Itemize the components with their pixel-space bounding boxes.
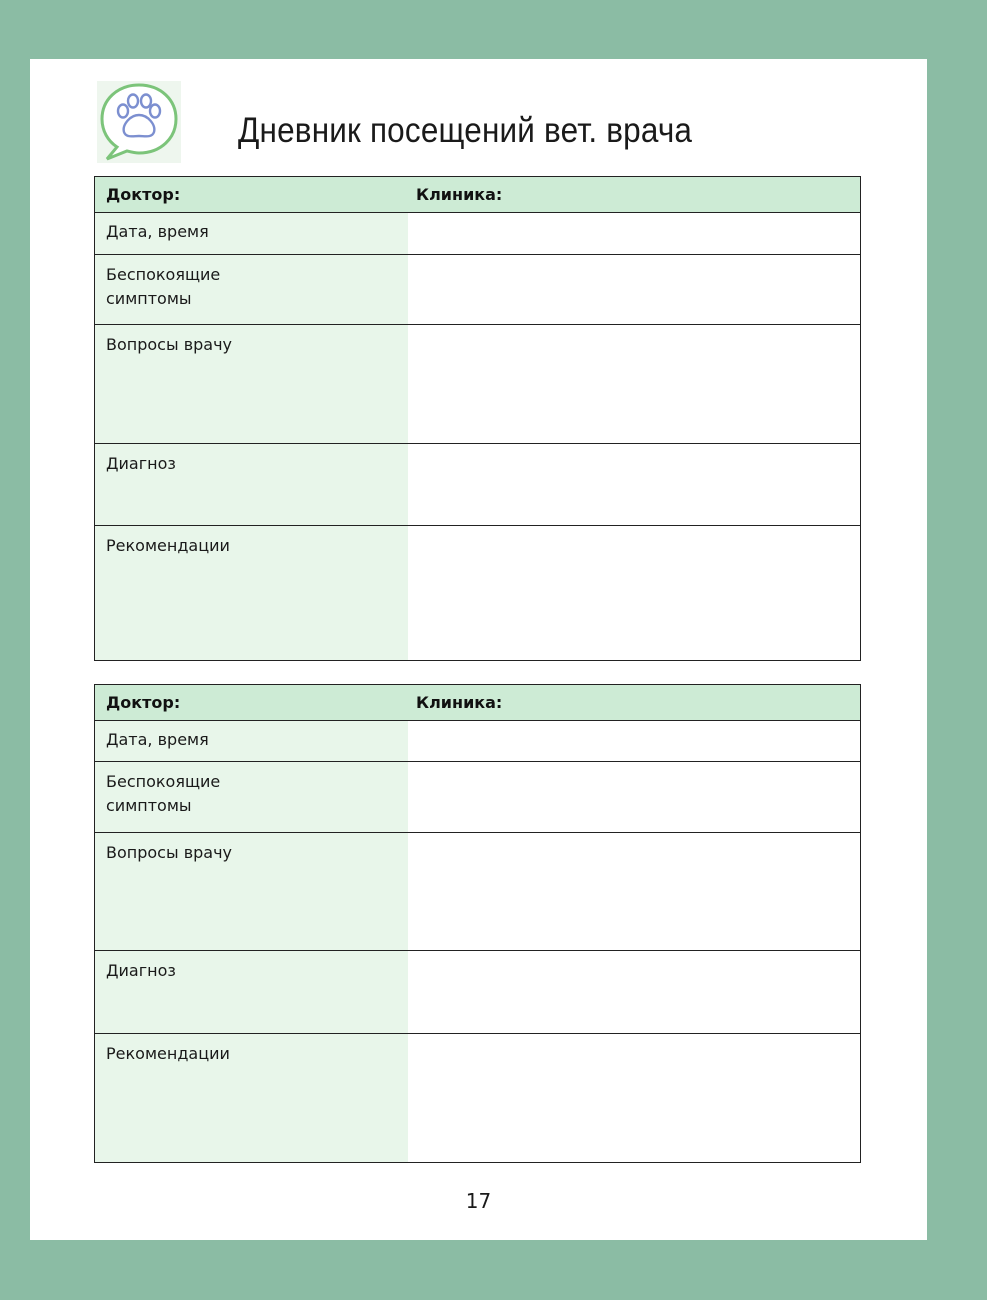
- row-label: Беспокоящие симптомы: [95, 762, 408, 832]
- diagnosis-field[interactable]: [408, 444, 860, 525]
- form-row-diagnosis: [95, 950, 860, 1033]
- clinic-label: Клиника:: [416, 693, 503, 712]
- recommendations-field[interactable]: [408, 1034, 860, 1162]
- visit-form-1: [94, 176, 861, 661]
- symptoms-field[interactable]: [408, 762, 860, 832]
- row-label: Рекомендации: [95, 526, 408, 660]
- form-row-diagnosis: [95, 443, 860, 525]
- form-row-recommendations: [95, 1033, 860, 1162]
- visit-form-2: [94, 684, 861, 1163]
- row-label: Вопросы врачу: [95, 325, 408, 443]
- form-row-questions: [95, 324, 860, 443]
- paw-speech-bubble-icon: [97, 81, 181, 163]
- symptoms-field[interactable]: [408, 255, 860, 324]
- questions-field[interactable]: [408, 325, 860, 443]
- recommendations-field[interactable]: [408, 526, 860, 660]
- diagnosis-field[interactable]: [408, 951, 860, 1033]
- row-label: Дата, время: [95, 213, 408, 254]
- page-number: 17: [465, 1189, 492, 1213]
- row-label: Диагноз: [95, 444, 408, 525]
- form-row-date: [95, 212, 860, 254]
- form-row-symptoms: [95, 254, 860, 324]
- page-title: Дневник посещений вет. врача: [238, 111, 693, 150]
- form-row-date: [95, 720, 860, 761]
- doctor-label: Доктор:: [106, 692, 181, 712]
- row-label: Беспокоящие симптомы: [95, 255, 408, 324]
- form-row-recommendations: [95, 525, 860, 660]
- row-label: Вопросы врачу: [95, 833, 408, 950]
- form-row-symptoms: [95, 761, 860, 832]
- form-header: [95, 685, 860, 720]
- form-header: [95, 177, 860, 212]
- row-label: Дата, время: [95, 721, 408, 761]
- row-label: Рекомендации: [95, 1034, 408, 1162]
- questions-field[interactable]: [408, 833, 860, 950]
- clinic-label: Клиника:: [416, 185, 503, 204]
- doctor-label: Доктор:: [106, 184, 181, 204]
- date-field[interactable]: [408, 213, 860, 254]
- form-row-questions: [95, 832, 860, 950]
- date-field[interactable]: [408, 721, 860, 761]
- row-label: Диагноз: [95, 951, 408, 1033]
- page: [30, 59, 927, 1240]
